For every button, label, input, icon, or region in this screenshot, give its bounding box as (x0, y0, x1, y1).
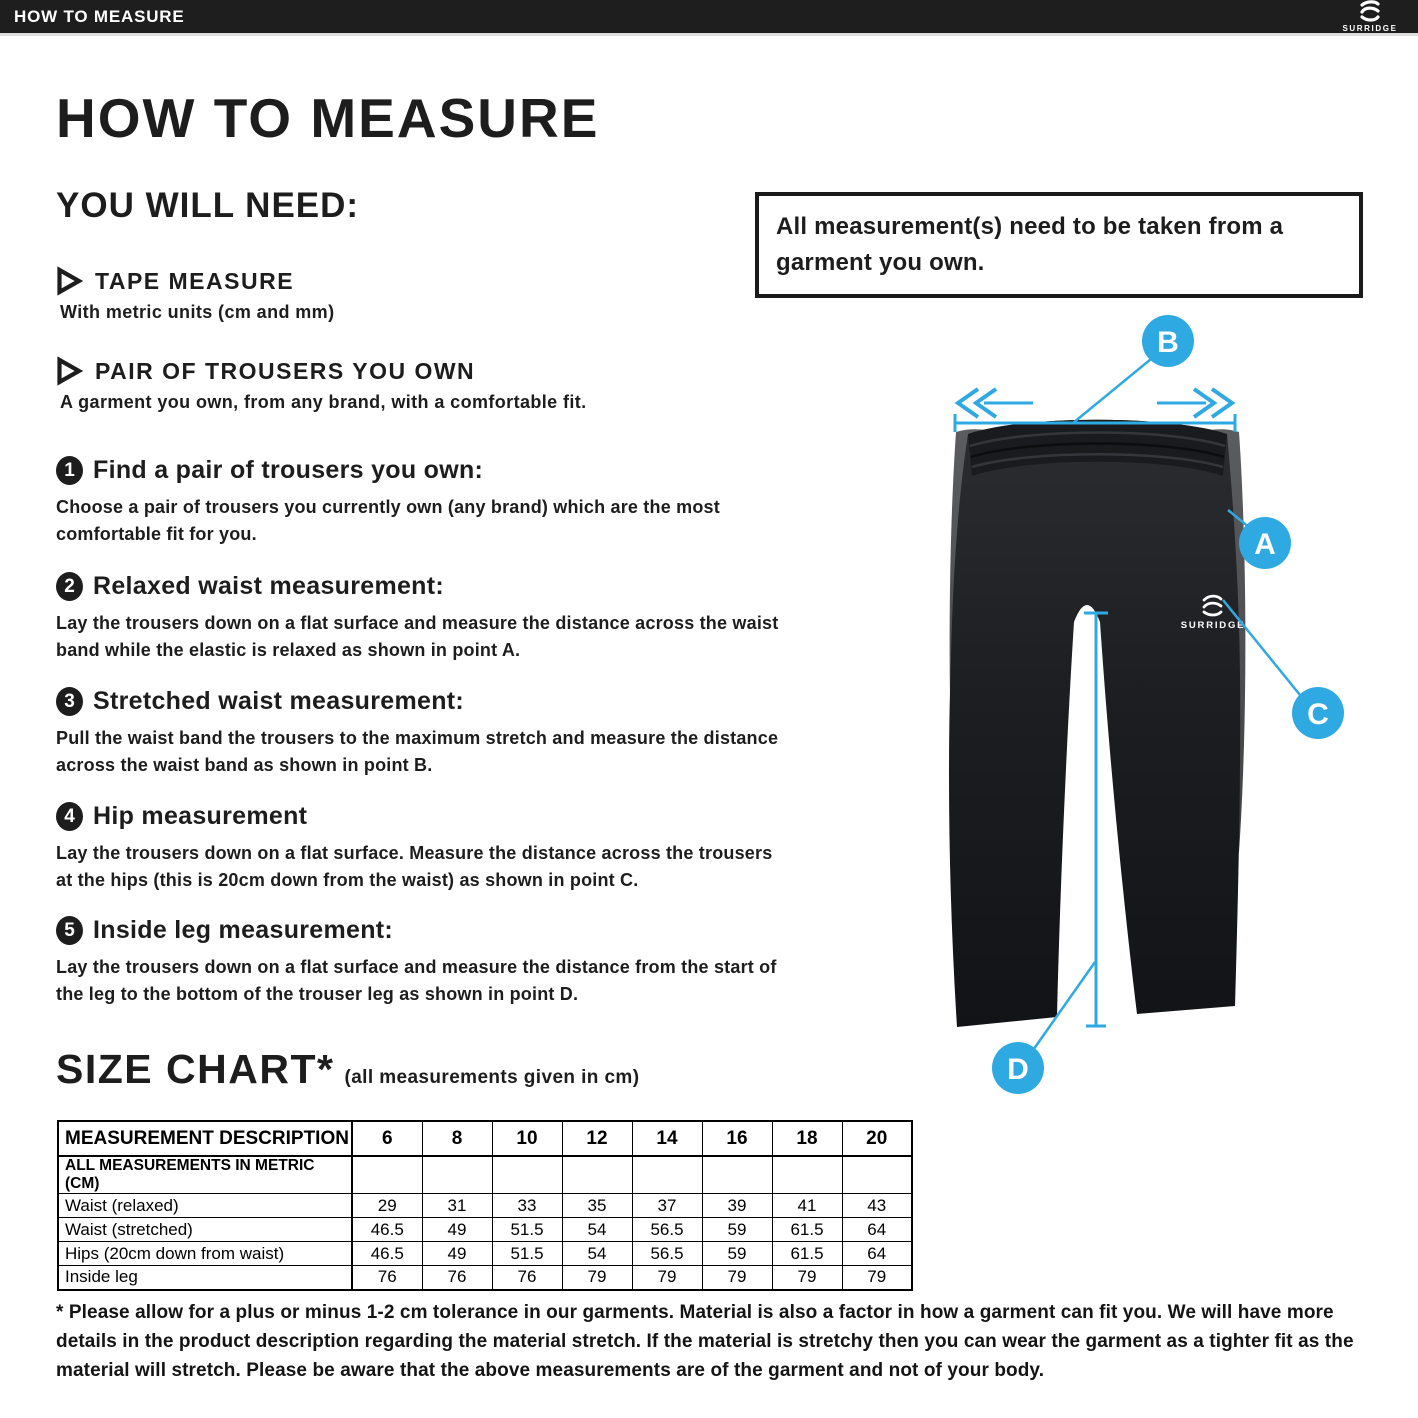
step-number-badge: 2 (56, 572, 83, 601)
size-value: 59 (702, 1242, 772, 1266)
need-item-trousers (56, 356, 776, 413)
metric-note-row (58, 1156, 912, 1194)
size-column-header: 6 (352, 1121, 422, 1156)
empty-cell (352, 1156, 422, 1194)
need-item-subtitle: A garment you own, from any brand, with a comfortable fit. (60, 392, 587, 412)
measurement-label: Waist (stretched) (58, 1218, 352, 1242)
step-description: Choose a pair of trousers you currently own (any brand) which are the most comfortable fit for you. (56, 497, 720, 544)
point-a-label: A (1254, 528, 1276, 561)
size-value: 61.5 (772, 1242, 842, 1266)
size-column-header: 18 (772, 1121, 842, 1156)
size-column-header: 20 (842, 1121, 912, 1156)
trousers-measurement-diagram (860, 300, 1380, 1110)
size-chart-row (58, 1218, 912, 1242)
measurement-label: Hips (20cm down from waist) (58, 1242, 352, 1266)
step-description: Lay the trousers down on a flat surface and measure the distance from the start of the leg to the bottom of the trouser leg as shown in point D. (56, 957, 777, 1004)
size-chart-title: SIZE CHART* (56, 1046, 335, 1092)
size-value: 39 (702, 1194, 772, 1218)
empty-cell (632, 1156, 702, 1194)
size-value: 59 (702, 1218, 772, 1242)
size-chart-heading (56, 1046, 639, 1093)
step-number-badge: 3 (56, 687, 83, 716)
step-number-badge: 1 (56, 456, 83, 485)
size-column-header: 12 (562, 1121, 632, 1156)
surridge-logo-text: SURRIDGE (1342, 23, 1398, 33)
garment-logo-text: SURRIDGE (1180, 620, 1246, 631)
size-value: 49 (422, 1218, 492, 1242)
step-title: Stretched waist measurement: (93, 687, 465, 715)
point-b-label: B (1157, 326, 1179, 359)
size-value: 37 (632, 1194, 702, 1218)
step-description: Pull the waist band the trousers to the maximum stretch and measure the distance across the waist band as shown in point B. (56, 728, 779, 775)
size-value: 46.5 (352, 1242, 422, 1266)
size-value: 79 (772, 1266, 842, 1290)
size-value: 51.5 (492, 1242, 562, 1266)
step-title: Find a pair of trousers you own: (93, 456, 484, 484)
measurement-note-text: All measurement(s) need to be taken from a garment you own. (776, 213, 1284, 276)
size-value: 41 (772, 1194, 842, 1218)
need-item-subtitle: With metric units (cm and mm) (60, 302, 335, 322)
step-description: Lay the trousers down on a flat surface and measure the distance across the waist band while the elastic is relaxed as shown in point A. (56, 613, 779, 660)
size-value: 54 (562, 1242, 632, 1266)
triangle-bullet-icon (56, 356, 83, 386)
need-item-tape-measure (56, 266, 776, 323)
size-value: 61.5 (772, 1218, 842, 1242)
size-value: 79 (632, 1266, 702, 1290)
page-title: HOW TO MEASURE (56, 87, 600, 149)
measurement-label: Waist (relaxed) (58, 1194, 352, 1218)
size-value: 76 (422, 1266, 492, 1290)
point-d-label: D (1007, 1053, 1029, 1086)
size-chart-row (58, 1194, 912, 1218)
size-value: 29 (352, 1194, 422, 1218)
step-title: Inside leg measurement: (93, 916, 394, 944)
top-bar (0, 0, 1418, 36)
size-value: 56.5 (632, 1242, 702, 1266)
size-value: 79 (842, 1266, 912, 1290)
size-value: 76 (352, 1266, 422, 1290)
surridge-logo-icon (1334, 0, 1406, 34)
step-2 (56, 572, 801, 664)
step-title: Relaxed waist measurement: (93, 572, 445, 600)
need-item-title: TAPE MEASURE (95, 267, 295, 294)
size-chart-header-row (58, 1121, 912, 1156)
size-value: 54 (562, 1218, 632, 1242)
size-chart-row (58, 1266, 912, 1290)
size-value: 51.5 (492, 1218, 562, 1242)
step-4 (56, 802, 801, 894)
empty-cell (562, 1156, 632, 1194)
metric-note-cell: ALL MEASUREMENTS IN METRIC (CM) (58, 1156, 352, 1194)
step-3 (56, 687, 801, 779)
size-value: 64 (842, 1218, 912, 1242)
step-5 (56, 916, 801, 1008)
empty-cell (422, 1156, 492, 1194)
size-column-header: 16 (702, 1121, 772, 1156)
step-title: Hip measurement (93, 802, 308, 830)
step-1 (56, 456, 801, 548)
empty-cell (772, 1156, 842, 1194)
size-value: 79 (562, 1266, 632, 1290)
size-value: 31 (422, 1194, 492, 1218)
you-will-need-heading: YOU WILL NEED: (56, 186, 360, 225)
size-chart-subtitle: (all measurements given in cm) (344, 1067, 640, 1088)
size-value: 33 (492, 1194, 562, 1218)
size-value: 46.5 (352, 1218, 422, 1242)
empty-cell (492, 1156, 562, 1194)
size-value: 76 (492, 1266, 562, 1290)
size-value: 49 (422, 1242, 492, 1266)
measurement-label: Inside leg (58, 1266, 352, 1290)
measurement-description-header: MEASUREMENT DESCRIPTION (58, 1121, 352, 1156)
need-item-title: PAIR OF TROUSERS YOU OWN (95, 357, 476, 384)
size-column-header: 14 (632, 1121, 702, 1156)
top-bar-title: HOW TO MEASURE (14, 6, 185, 26)
size-value: 79 (702, 1266, 772, 1290)
size-chart-row (58, 1242, 912, 1266)
tolerance-footnote: * Please allow for a plus or minus 1-2 cm tolerance in our garments. Material is also a factor in how a garment can fit you. We will have more details in the product description regarding the material stretch. If the material is stretchy then you can wear the garment as a tighter fit as the material will stretch. Please be aware that the above measurements are of the garment and not of your body. (56, 1302, 1354, 1381)
size-value: 43 (842, 1194, 912, 1218)
triangle-bullet-icon (56, 266, 83, 296)
size-chart-table (57, 1120, 913, 1291)
point-c-label: C (1307, 698, 1329, 731)
step-number-badge: 4 (56, 802, 83, 831)
size-value: 35 (562, 1194, 632, 1218)
size-column-header: 10 (492, 1121, 562, 1156)
measurement-note-box (755, 192, 1363, 298)
size-value: 56.5 (632, 1218, 702, 1242)
step-description: Lay the trousers down on a flat surface. Measure the distance across the trousers at the hips (this is 20cm down from the waist) as shown in point C. (56, 843, 773, 890)
empty-cell (842, 1156, 912, 1194)
empty-cell (702, 1156, 772, 1194)
size-column-header: 8 (422, 1121, 492, 1156)
size-value: 64 (842, 1242, 912, 1266)
step-number-badge: 5 (56, 916, 83, 945)
